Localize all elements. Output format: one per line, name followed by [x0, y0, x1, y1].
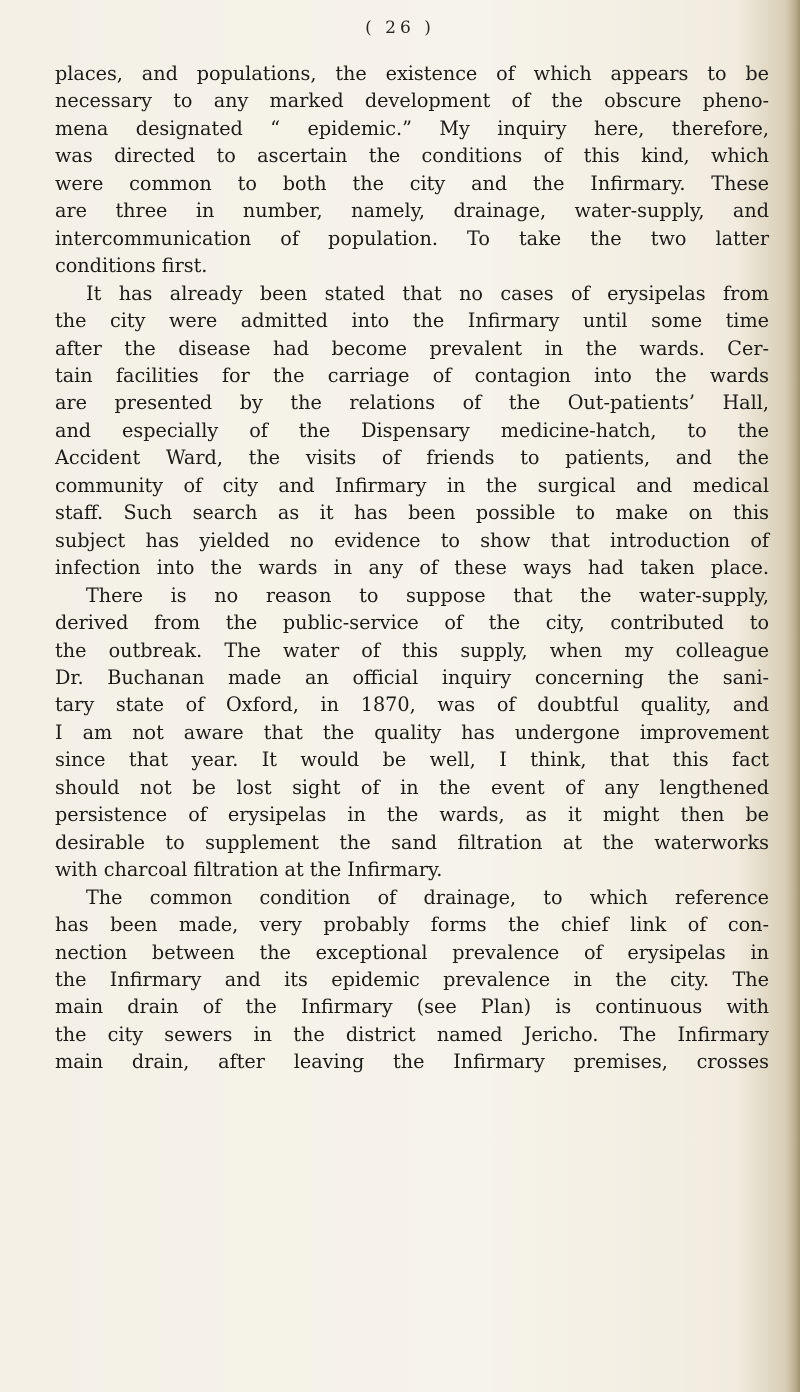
- text-line: staff. Such search as it has been possible to make on this: [55, 501, 769, 525]
- text-line: necessary to any marked development of the obscure pheno-: [55, 89, 769, 113]
- page-number: ( 26 ): [365, 18, 435, 38]
- text-line: main drain of the Infirmary (see Plan) is continuous with: [55, 995, 769, 1019]
- paragraph-3: [55, 582, 769, 884]
- text-line: and especially of the Dispensary medicine-hatch, to the: [55, 418, 769, 442]
- text-line: nection between the exceptional prevalence of erysipelas in: [55, 940, 769, 964]
- text-line: was directed to ascertain the conditions of this kind, which: [55, 144, 769, 168]
- text-line: the city were admitted into the Infirmary until some time: [55, 309, 769, 333]
- text-line: The common condition of drainage, to which reference: [86, 885, 769, 909]
- text-line: places, and populations, the existence of which appears to be: [55, 62, 769, 85]
- text-line: are presented by the relations of the Out-patients’ Hall,: [55, 391, 769, 415]
- text-line: I am not aware that the quality has undergone improvement: [55, 720, 769, 744]
- text-line: subject has yielded no evidence to show that introduction of: [55, 528, 769, 552]
- text-line: persistence of erysipelas in the wards, as it might then be: [55, 803, 769, 827]
- text-line: conditions first.: [55, 254, 208, 278]
- text-line: Dr. Buchanan made an official inquiry concerning the sani-: [55, 665, 769, 689]
- text-line: It has already been stated that no cases of erysipelas from: [86, 281, 769, 305]
- text-line: since that year. It would be well, I think, that this fact: [55, 748, 769, 772]
- text-line: Accident Ward, the visits of friends to patients, and the: [55, 446, 769, 470]
- text-line: the Infirmary and its epidemic prevalence in the city. The: [55, 967, 769, 991]
- text-line: desirable to supplement the sand filtration at the waterworks: [55, 830, 769, 854]
- text-line: the outbreak. The water of this supply, when my colleague: [55, 638, 769, 662]
- paragraph-2: [55, 280, 769, 582]
- text-line: tary state of Oxford, in 1870, was of doubtful quality, and: [55, 693, 769, 717]
- text-line: There is no reason to suppose that the water-supply,: [86, 583, 769, 607]
- text-line: should not be lost sight of in the event of any lengthened: [55, 775, 769, 799]
- text-line: intercommunication of population. To take the two latter: [55, 226, 769, 250]
- text-line: tain facilities for the carriage of contagion into the wards: [55, 363, 769, 387]
- body-text: [55, 60, 769, 1076]
- text-line: the city sewers in the district named Jericho. The Infirmary: [55, 1022, 769, 1046]
- paragraph-4: [55, 884, 769, 1076]
- text-line: has been made, very probably forms the chief link of con-: [55, 913, 769, 937]
- text-line: community of city and Infirmary in the surgical and medical: [55, 473, 769, 497]
- text-line: infection into the wards in any of these ways had taken place.: [55, 556, 769, 580]
- paragraph-1: [55, 60, 769, 280]
- text-line: main drain, after leaving the Infirmary premises, crosses: [55, 1050, 769, 1074]
- text-line: are three in number, namely, drainage, water-supply, and: [55, 199, 769, 223]
- text-line: after the disease had become prevalent in the wards. Cer-: [55, 336, 769, 360]
- text-line: with charcoal filtration at the Infirmary.: [55, 858, 443, 882]
- page-edge-shadow: [786, 0, 800, 1392]
- text-line: mena designated “ epidemic.” My inquiry here, therefore,: [55, 116, 769, 140]
- text-line: were common to both the city and the Infirmary. These: [55, 171, 769, 195]
- text-line: derived from the public-service of the city, contributed to: [55, 611, 769, 635]
